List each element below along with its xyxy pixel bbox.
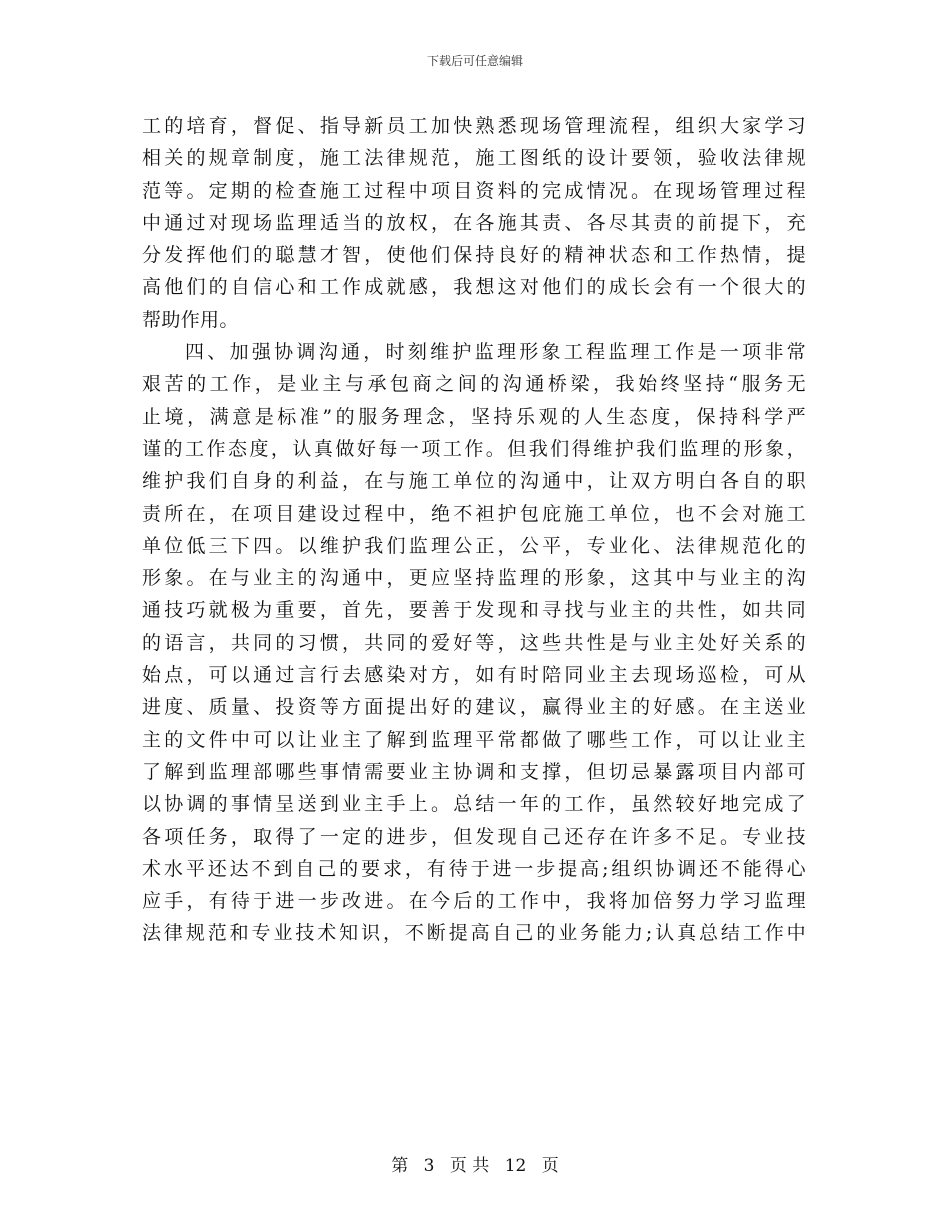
text-line-23: 各项任务，取得了一定的进步，但发现自己还存在许多不足。专业技 [142, 825, 806, 848]
text-line-21: 了解到监理部哪些事情需要业主协调和支撑，但切忌暴露项目内部可 [142, 760, 806, 783]
text-line-24: 术水平还达不到自己的要求，有待于进一步提高;组织协调还不能得心 [142, 857, 806, 880]
text-line-1: 工的培育，督促、指导新员工加快熟悉现场管理流程，组织大家学习 [142, 115, 806, 137]
text-line-18: 始点，可以通过言行去感染对方，如有时陪同业主去现场巡检，可从 [142, 664, 806, 687]
text-line-15: 形象。在与业主的沟通中，更应坚持监理的形象，这其中与业主的沟 [142, 567, 806, 590]
text-line-26: 法律规范和专业技术知识，不断提高自己的业务能力;认真总结工作中 [142, 922, 806, 945]
text-line-20: 主的文件中可以让业主了解到监理平常都做了哪些工作，可以让业主 [142, 728, 806, 751]
text-line-19: 进度、质量、投资等方面提出好的建议，赢得业主的好感。在主送业 [142, 696, 806, 719]
text-line-12: 维护我们自身的利益，在与施工单位的沟通中，让双方明白各自的职 [142, 470, 806, 493]
total-pages-number: 12 [504, 1156, 527, 1176]
text-line-13: 责所在，在项目建设过程中，绝不袒护包庇施工单位，也不会对施工 [142, 502, 806, 525]
text-line-4: 中通过对现场监理适当的放权，在各施其责、各尽其责的前提下，充 [142, 211, 806, 234]
text-line-7: 帮助作用。 [142, 308, 239, 331]
text-line-22: 以协调的事情呈送到业主手上。总结一年的工作，虽然较好地完成了 [142, 793, 806, 816]
text-line-6: 高他们的自信心和工作成就感，我想这对他们的成长会有一个很大的 [142, 276, 806, 299]
text-line-5: 分发挥他们的聪慧才智，使他们保持良好的精神状态和工作热情，提 [142, 244, 806, 267]
text-line-2: 相关的规章制度，施工法律规范，施工图纸的设计要领，验收法律规 [142, 147, 806, 170]
footer-suffix: 页 [541, 1156, 559, 1176]
text-line-9: 艰苦的工作，是业主与承包商之间的沟通桥梁，我始终坚持“服务无 [142, 373, 806, 396]
text-line-14: 单位低三下四。以维护我们监理公正，公平，专业化、法律规范化的 [142, 534, 806, 557]
text-line-8: 四、加强协调沟通，时刻维护监理形象工程监理工作是一项非常 [185, 341, 806, 364]
footer-prefix: 第 [391, 1156, 409, 1176]
text-line-11: 谨的工作态度，认真做好每一项工作。但我们得维护我们监理的形象， [142, 437, 806, 460]
text-line-3: 范等。定期的检查施工过程中项目资料的完成情况。在现场管理过程 [142, 179, 806, 202]
body-text [142, 110, 806, 950]
footer-middle: 页 共 [449, 1156, 490, 1176]
page-footer [0, 1156, 950, 1176]
text-line-10: 止境，满意是标准”的服务理念，坚持乐观的人生态度，保持科学严 [142, 405, 806, 428]
current-page-number: 3 [423, 1156, 435, 1176]
text-line-25: 应手，有待于进一步改进。在今后的工作中，我将加倍努力学习监理 [142, 890, 806, 913]
text-line-17: 的语言，共同的习惯，共同的爱好等，这些共性是与业主处好关系的 [142, 631, 806, 654]
page-header: 下载后可任意编辑 [426, 54, 523, 68]
text-line-16: 通技巧就极为重要，首先，要善于发现和寻找与业主的共性，如共同 [142, 599, 806, 622]
